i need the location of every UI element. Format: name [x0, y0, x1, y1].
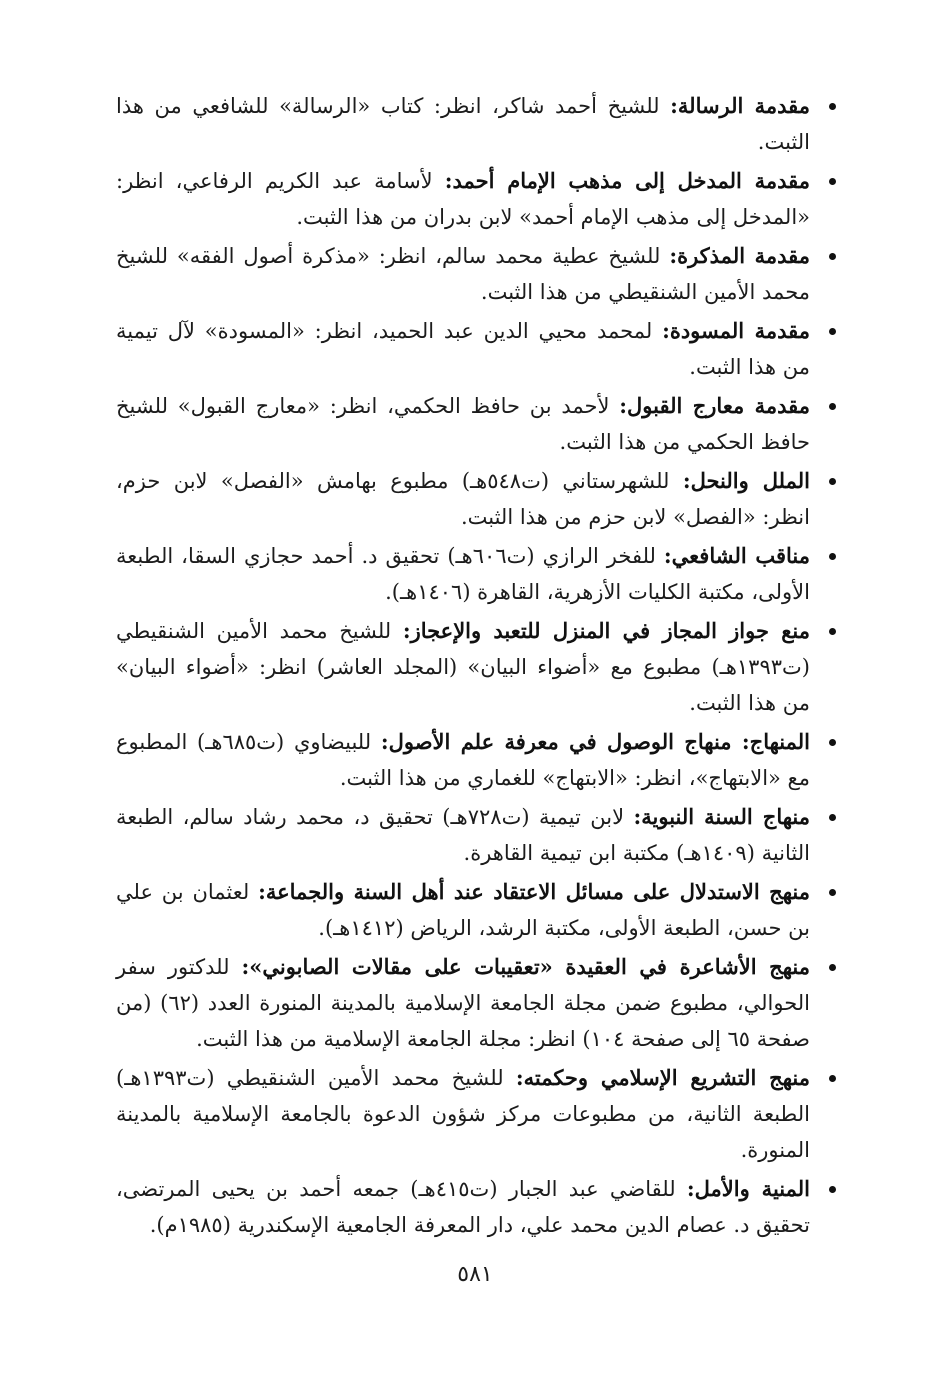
bibliography-entry	[116, 463, 838, 535]
entry-text: للبيضاوي (ت٦٨٥هـ) المطبوع مع «الابتهاج»، انظر: «الابتهاج» للغماري من هذا الثبت.	[116, 730, 810, 790]
bullet-icon	[829, 103, 836, 110]
bullet-icon	[829, 478, 836, 485]
bibliography-entry	[116, 163, 838, 235]
entry-title: مقدمة المدخل إلى مذهب الإمام أحمد:	[444, 168, 810, 193]
entry-title: منهج الأشاعرة في العقيدة «تعقيبات على مقالات الصابوني»:	[241, 954, 810, 979]
bullet-icon	[829, 1075, 836, 1082]
bibliography-entry	[116, 724, 838, 796]
bibliography-list	[116, 88, 838, 1246]
entry-title: المنية والأمل:	[686, 1176, 810, 1201]
bullet-icon	[829, 889, 836, 896]
entry-text: للقاضي عبد الجبار (ت٤١٥هـ) جمعه أحمد بن يحيى المرتضى، تحقيق د. عصام الدين محمد علي، دار المعرفة الجامعية الإسكندرية (١٩٨٥م).	[116, 1177, 810, 1237]
bibliography-entry	[116, 88, 838, 160]
entry-text: لابن تيمية (ت٧٢٨هـ) تحقيق د، محمد رشاد سالم، الطبعة الثانية (١٤٠٩هـ) مكتبة ابن تيمية القاهرة.	[116, 805, 810, 865]
entry-title: مقدمة المسودة:	[662, 318, 810, 343]
entry-title: منهج التشريع الإسلامي وحكمته:	[515, 1065, 810, 1090]
entry-title: منهج الاستدلال على مسائل الاعتقاد عند أهل السنة والجماعة:	[258, 879, 810, 904]
bibliography-entry	[116, 949, 838, 1057]
bullet-icon	[829, 628, 836, 635]
bibliography-entry	[116, 874, 838, 946]
bibliography-entry	[116, 1171, 838, 1243]
entry-text: للشيخ أحمد شاكر، انظر: كتاب «الرسالة» للشافعي من هذا الثبت.	[116, 94, 810, 154]
bullet-icon	[829, 739, 836, 746]
entry-title: مقدمة المذكرة:	[669, 243, 811, 268]
page-number: ٥٨١	[457, 1262, 493, 1287]
entry-title: الملل والنحل:	[682, 468, 811, 493]
bibliography-entry	[116, 1060, 838, 1168]
entry-text: لأحمد بن حافظ الحكمي، انظر: «معارج القبول» للشيخ حافظ الحكمي من هذا الثبت.	[116, 394, 810, 454]
entry-text: للفخر الرازي (ت٦٠٦هـ) تحقيق د. أحمد حجازي السقا، الطبعة الأولى، مكتبة الكليات الأزهرية، القاهرة (١٤٠٦هـ).	[116, 544, 810, 604]
bullet-icon	[829, 328, 836, 335]
bibliography-entry	[116, 799, 838, 871]
bullet-icon	[829, 553, 836, 560]
entry-text: لعثمان بن علي بن حسن، الطبعة الأولى، مكتبة الرشد، الرياض (١٤١٢هـ).	[116, 880, 810, 940]
bullet-icon	[829, 1186, 836, 1193]
entry-title: منع جواز المجاز في المنزل للتعبد والإعجاز:	[402, 618, 810, 643]
bullet-icon	[829, 253, 836, 260]
bullet-icon	[829, 814, 836, 821]
entry-text: للشيخ عطية محمد سالم، انظر: «مذكرة أصول الفقه» للشيخ محمد الأمين الشنقيطي من هذا الثبت.	[116, 244, 810, 304]
entry-text: للدكتور سفر الحوالي، مطبوع ضمن مجلة الجامعة الإسلامية بالمدينة المنورة العدد (٦٢) (من صفحة ٦٥ إلى صفحة ١٠٤) انظر: مجلة الجامعة الإسلامية من هذا الثبت.	[116, 955, 810, 1051]
entry-title: مقدمة الرسالة:	[670, 93, 811, 118]
bullet-icon	[829, 964, 836, 971]
entry-title: منهاج السنة النبوية:	[633, 804, 811, 829]
entry-text: لمحمد محيي الدين عبد الحميد، انظر: «المسودة» لآل تيمية من هذا الثبت.	[116, 319, 810, 379]
bibliography-entry	[116, 538, 838, 610]
entry-title: المنهاج: منهاج الوصول في معرفة علم الأصول:	[380, 729, 810, 754]
bibliography-entry	[116, 613, 838, 721]
entry-text: للشهرستاني (ت٥٤٨هـ) مطبوع بهامش «الفصل» لابن حزم، انظر: «الفصل» لابن حزم من هذا الثبت.	[116, 469, 810, 529]
entry-title: مناقب الشافعي:	[663, 543, 810, 568]
bullet-icon	[829, 403, 836, 410]
bibliography-entry	[116, 238, 838, 310]
entry-title: مقدمة معارج القبول:	[619, 393, 810, 418]
bullet-icon	[829, 178, 836, 185]
entry-text: للشيخ محمد الأمين الشنقيطي (ت١٣٩٣هـ) الطبعة الثانية، من مطبوعات مركز شؤون الدعوة بالجامعة الإسلامية بالمدينة المنورة.	[116, 1066, 810, 1162]
entry-text: لأسامة عبد الكريم الرفاعي، انظر: «المدخل إلى مذهب الإمام أحمد» لابن بدران من هذا الثبت.	[116, 169, 810, 229]
entry-text: للشيخ محمد الأمين الشنقيطي (ت١٣٩٣هـ) مطبوع مع «أضواء البيان» (المجلد العاشر) انظر: «أضواء البيان» من هذا الثبت.	[116, 619, 810, 715]
bibliography-entry	[116, 388, 838, 460]
bibliography-entry	[116, 313, 838, 385]
